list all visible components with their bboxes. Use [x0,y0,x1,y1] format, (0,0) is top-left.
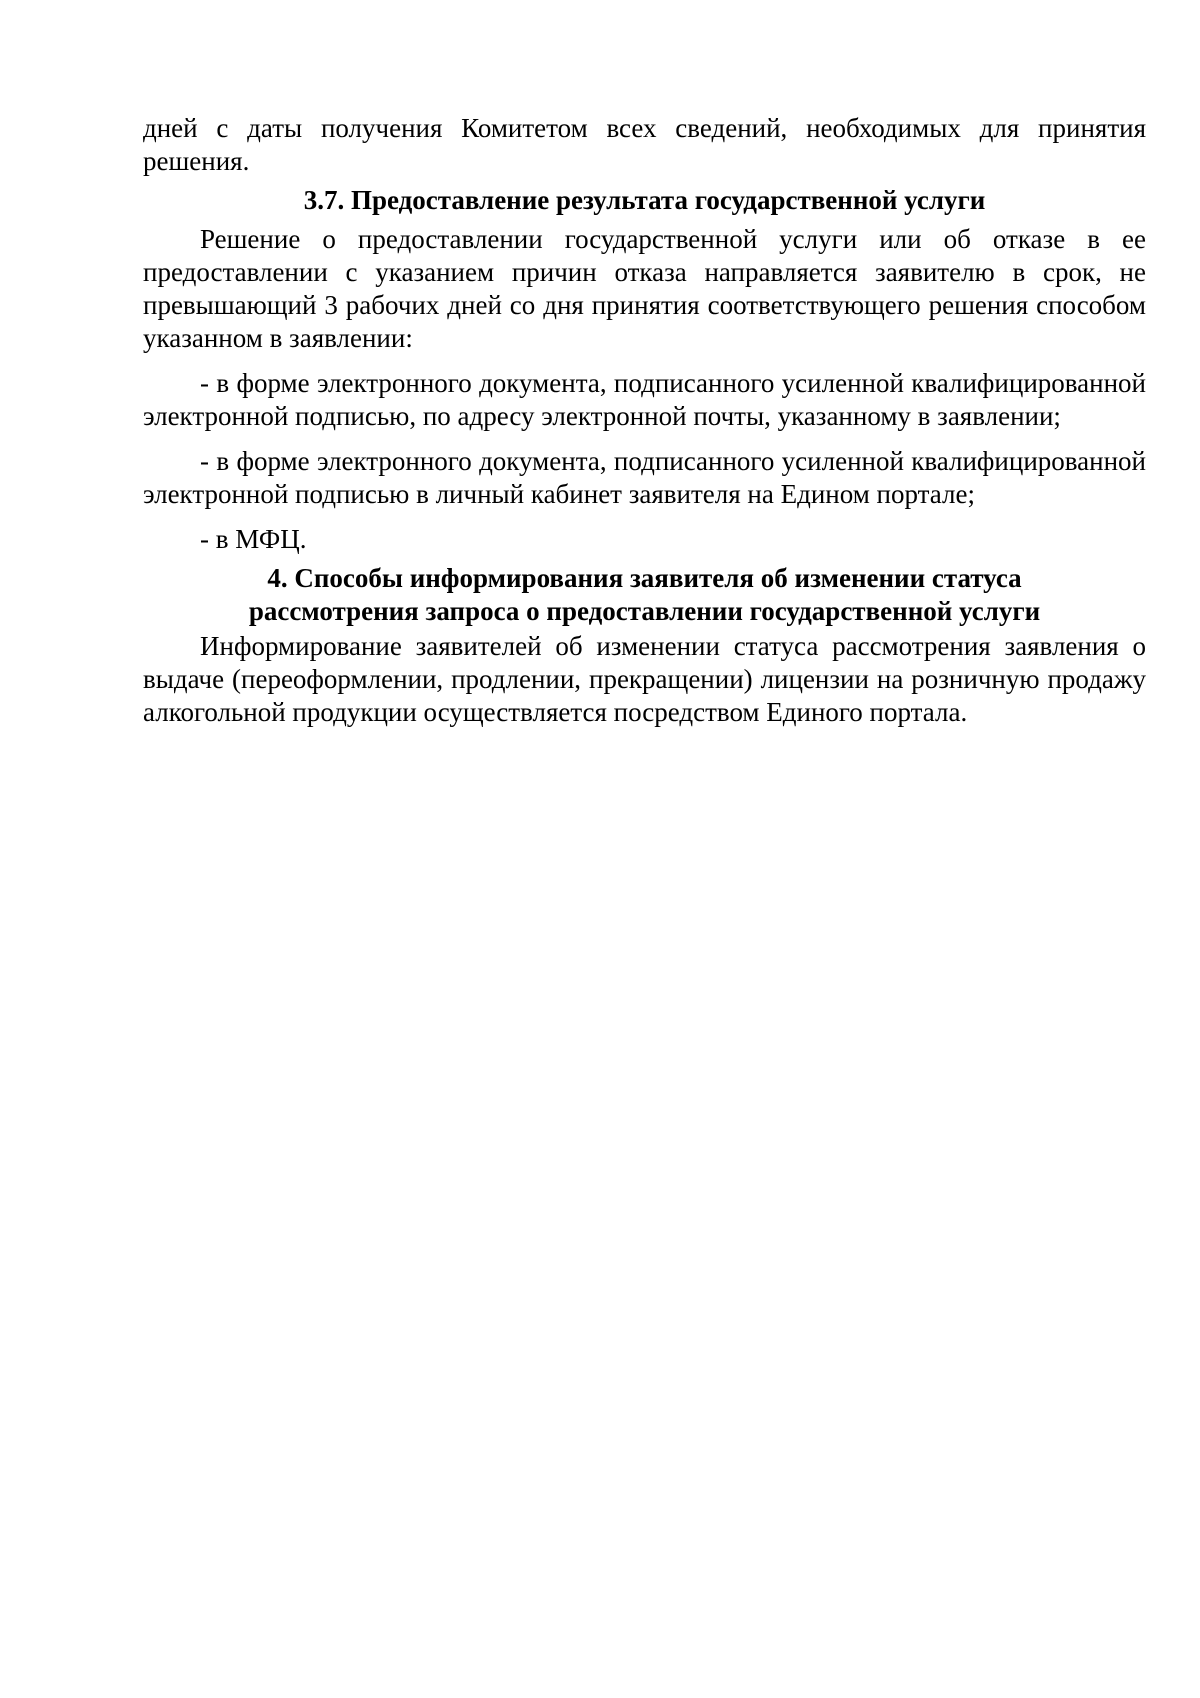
section-4-heading-line2: рассмотрения запроса о предоставлении государственной услуги [248,596,1041,626]
continuation-paragraph: дней с даты получения Комитетом всех сведений, необходимых для принятия решения. [143,113,1146,176]
list-item: - в МФЦ. [200,524,307,554]
list-item: - в форме электронного документа, подписанного усиленной квалифицированной электронной подписью, по адресу электронной почты, указанному в заявлении; [143,368,1146,431]
section-4-body: Информирование заявителей об изменении статуса рассмотрения заявления о выдаче (переоформлении, продлении, прекращении) лицензии на розничную продажу алкогольной продукции осуществляется посредством Единого портала. [143,631,1146,727]
list-item: - в форме электронного документа, подписанного усиленной квалифицированной электронной подписью в личный кабинет заявителя на Едином портале; [143,446,1146,509]
section-4-heading [143,562,1146,628]
section-3-7-intro: Решение о предоставлении государственной услуги или об отказе в ее предоставлении с указанием причин отказа направляется заявителю в срок, не превышающий 3 рабочих дней со дня принятия соответствующего решения способом указанном в заявлении: [143,224,1146,353]
document-page [143,112,1146,729]
section-3-7-heading: 3.7. Предоставление результата государственной услуги [303,185,986,215]
section-4-heading-line1: 4. Способы информирования заявителя об изменении статуса [267,563,1022,593]
